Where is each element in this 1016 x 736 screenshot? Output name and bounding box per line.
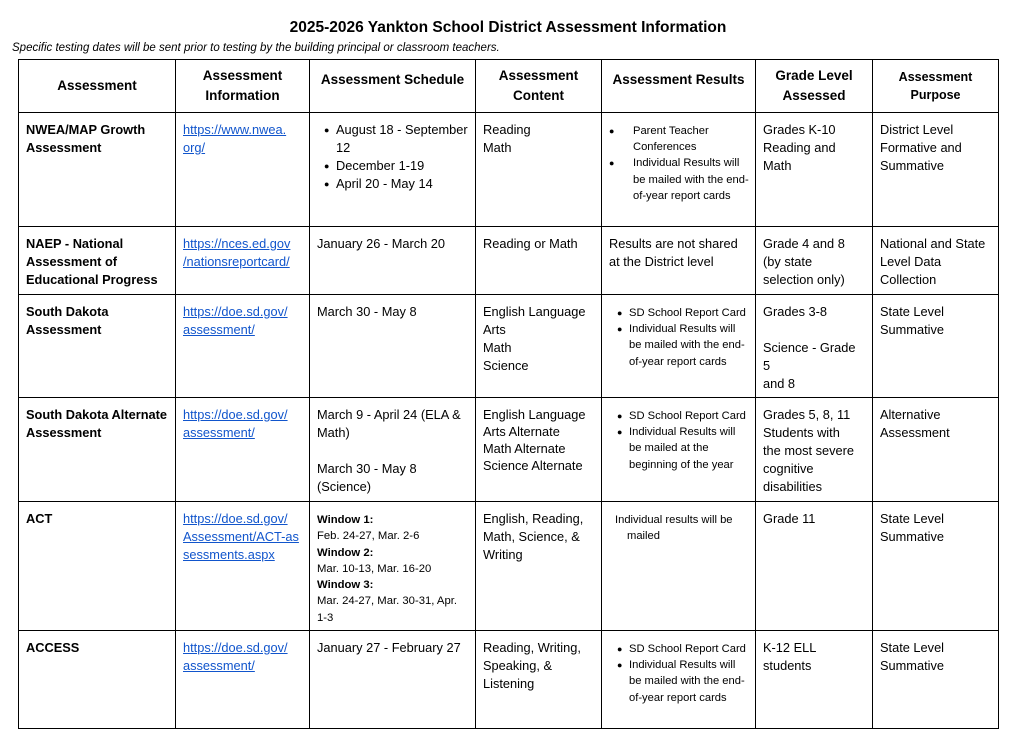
access-link[interactable]: https://doe.sd.gov/ assessment/ <box>183 640 288 674</box>
assessment-content: Reading or Math <box>476 227 602 295</box>
assessment-schedule: March 30 - May 8 <box>310 295 476 398</box>
assessment-schedule: January 27 - February 27 <box>310 631 476 729</box>
table-row <box>19 631 999 729</box>
grade-level: Grades K-10 Reading and Math <box>756 113 873 227</box>
assessment-content: Reading Math <box>476 113 602 227</box>
header-content: Assessment Content <box>476 60 602 113</box>
assessment-link <box>176 502 310 631</box>
naep-link[interactable]: https://nces.ed.gov /nationsreportcard/ <box>183 236 291 269</box>
header-information: Assessment Information <box>176 60 310 113</box>
table-row <box>19 227 999 295</box>
table-row <box>19 398 999 502</box>
assessment-content: English Language Arts Alternate Math Alternate Science Alternate <box>476 398 602 502</box>
table-row <box>19 502 999 631</box>
page-subtitle: Specific testing dates will be sent prior to testing by the building principal or classroom teachers. <box>12 42 500 54</box>
assessment-results: ● SD School Report Card ● Individual Results will be mailed with the end-of-year report cards <box>602 631 756 729</box>
header-schedule: Assessment Schedule <box>310 60 476 113</box>
assessment-link <box>176 113 310 227</box>
sd-alternate-link[interactable]: https://doe.sd.gov/ assessment/ <box>183 407 288 440</box>
assessment-content: English, Reading, Math, Science, & Writing <box>476 502 602 631</box>
assessment-results: ● SD School Report Card ● Individual Results will be mailed with the end-of-year report cards <box>602 295 756 398</box>
assessment-results: ● Parent Teacher Conferences ● Individual Results will be mailed with the end-of-year report cards <box>602 113 756 227</box>
nwea-link[interactable]: https://www.nwea. org/ <box>183 122 287 155</box>
assessment-link <box>176 631 310 729</box>
assessment-results: Results are not shared at the District level <box>602 227 756 295</box>
assessment-name: ACT <box>19 502 176 631</box>
table-row <box>19 113 999 227</box>
assessment-schedule: March 9 - April 24 (ELA & Math) March 30 - May 8 (Science) <box>310 398 476 502</box>
table-row <box>19 295 999 398</box>
header-assessment: Assessment <box>19 60 176 113</box>
assessment-schedule: ● August 18 - September 12 ● December 1-19 ● April 20 - May 14 <box>310 113 476 227</box>
sd-assessment-link[interactable]: https://doe.sd.gov/ assessment/ <box>183 304 288 337</box>
assessment-purpose: State Level Summative <box>873 631 999 729</box>
assessment-name: South Dakota Assessment <box>19 295 176 398</box>
assessment-table <box>18 59 999 729</box>
assessment-purpose: State Level Summative <box>873 502 999 631</box>
assessment-purpose: Alternative Assessment <box>873 398 999 502</box>
assessment-content: English Language Arts Math Science <box>476 295 602 398</box>
assessment-content: Reading, Writing, Speaking, & Listening <box>476 631 602 729</box>
assessment-purpose: District Level Formative and Summative <box>873 113 999 227</box>
grade-level: Grades 3-8 Science - Grade 5 and 8 <box>756 295 873 398</box>
grade-level: Grade 4 and 8 (by state selection only) <box>756 227 873 295</box>
grade-level: Grade 11 <box>756 502 873 631</box>
assessment-link <box>176 398 310 502</box>
act-link[interactable]: https://doe.sd.gov/ Assessment/ACT-as sessments.aspx <box>183 511 299 562</box>
assessment-link <box>176 227 310 295</box>
assessment-purpose: National and State Level Data Collection <box>873 227 999 295</box>
assessment-schedule: Window 1: Feb. 24-27, Mar. 2-6 Window 2: Mar. 10-13, Mar. 16-20 Window 3: Mar. 24-27, Mar. 30-31, Apr. 1-3 <box>310 502 476 631</box>
assessment-name: South Dakota Alternate Assessment <box>19 398 176 502</box>
table-header-row <box>19 60 999 113</box>
header-purpose: Assessment Purpose <box>873 60 999 113</box>
assessment-name: NWEA/MAP Growth Assessment <box>19 113 176 227</box>
assessment-name: ACCESS <box>19 631 176 729</box>
header-grade: Grade Level Assessed <box>756 60 873 113</box>
assessment-results: Individual results will be mailed <box>602 502 756 631</box>
assessment-results: ● SD School Report Card ● Individual Results will be mailed at the beginning of the year <box>602 398 756 502</box>
grade-level: K-12 ELL students <box>756 631 873 729</box>
assessment-name: NAEP - National Assessment of Educational Progress <box>19 227 176 295</box>
page-title: 2025-2026 Yankton School District Assessment Information <box>289 19 727 36</box>
assessment-link <box>176 295 310 398</box>
assessment-purpose: State Level Summative <box>873 295 999 398</box>
grade-level: Grades 5, 8, 11 Students with the most severe cognitive disabilities <box>756 398 873 502</box>
header-results: Assessment Results <box>602 60 756 113</box>
assessment-schedule: January 26 - March 20 <box>310 227 476 295</box>
